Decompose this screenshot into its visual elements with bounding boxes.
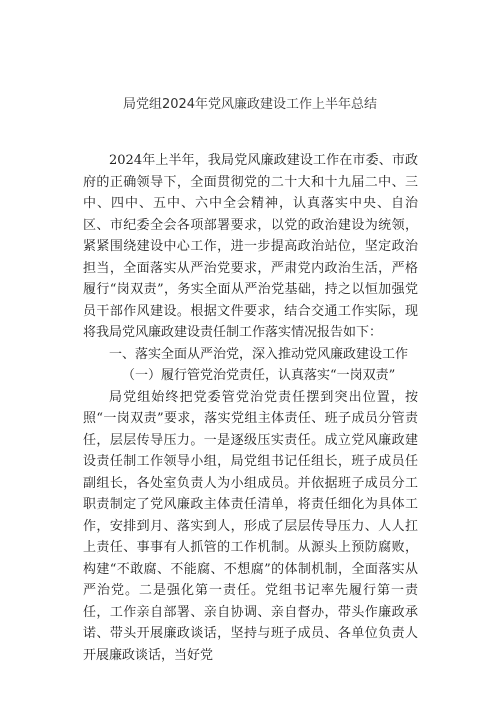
intro-paragraph: 2024年上半年，我局党风廉政建设工作在市委、市政府的正确领导下，全面贯彻党的二十大和十九届二中、三中、四中、五中、六中全会精神，认真落实中央、自治区、市纪委全会各项部署要求，以党的政治建设为统领，紧紧围绕建设中心工作，进一步提高政治站位，坚定政治担当，全面落实从严治党要求，严肃党内政治生活，严格履行“岗双责”，务实全面从严治党基础，持之以恒加强党员干部作风建设。根据文件要求，结合交通工作实际，现将我局党风廉政建设责任制工作落实情况报告如下： (83, 153, 418, 340)
document-body (83, 150, 418, 666)
document-title: 局党组2024年党风廉政建设工作上半年总结 (122, 97, 378, 112)
section-paragraph: 局党组始终把党委管党治党责任摆到突出位置，按照“一岗双责”要求，落实党组主体责任、班子成员分管责任，层层传导压力。一是逐级压实责任。成立党风廉政建设责任制工作领导小组，局党组书记任组长，班子成员任副组长，各处室负责人为小组成员。并依据班子成员分工职责制定了党风廉政主体责任清单，将责任细化为具体工作，安排到月、落实到人，形成了层层传导压力、人人扛上责任、事事有人抓管的工作机制。从源头上预防腐败，构建“不敢腐、不能腐、不想腐”的体制机制，全面落实从严治党。二是强化第一责任。党组书记率先履行第一责任，工作亲自部署、亲自协调、亲自督办，带头作廉政承诺、带头开展廉政谈话，坚持与班子成员、各单位负责人开展廉政谈话，当好党 (83, 389, 418, 663)
section-heading: 一、落实全面从严治党，深入推动党风廉政建设工作 (109, 346, 409, 362)
subsection-heading: （一）履行管党治党责任，认真落实“一岗双责” (122, 368, 396, 383)
